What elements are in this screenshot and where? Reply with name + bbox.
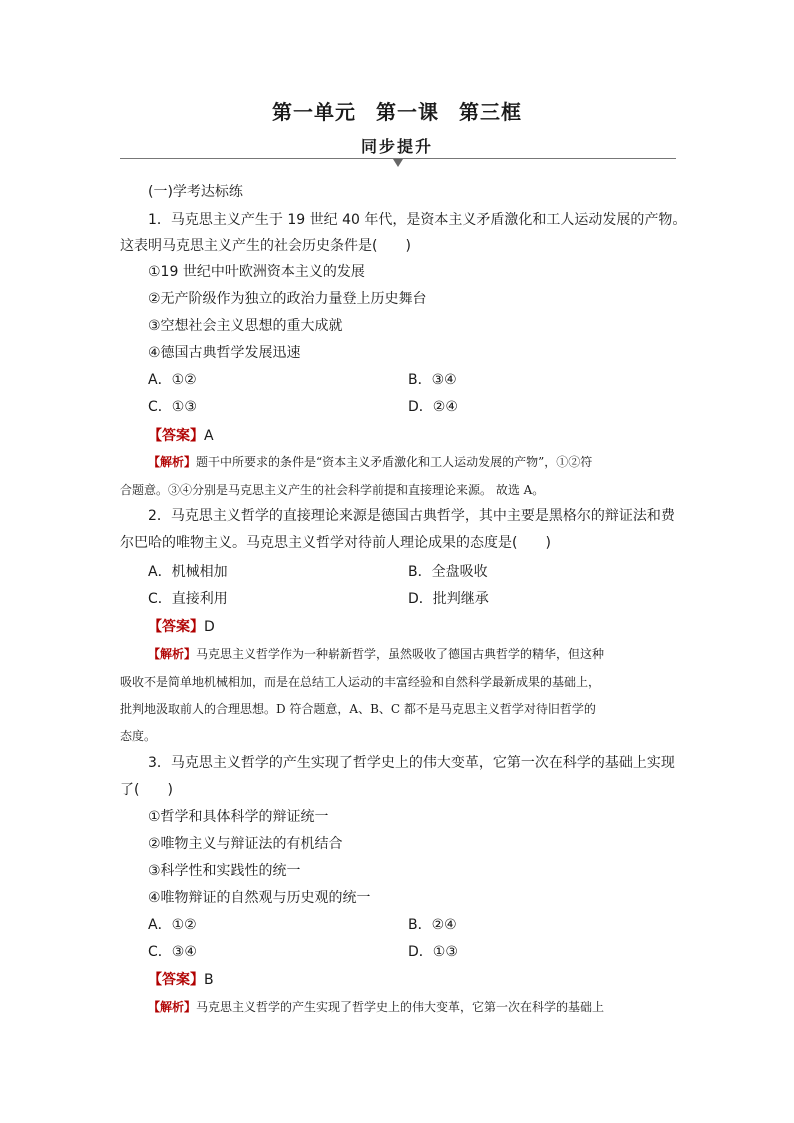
q2-explanation-line-2: 吸收不是简单地机械相加，而是在总结工人运动的丰富经验和自然科学最新成果的基础上， [120,675,601,689]
lesson-label: 第一课 [376,100,439,124]
q3-stem-line-2: 了( ) [120,782,173,798]
q1-option-d: D．②④ [408,399,458,415]
q2-answer-value: D [204,619,215,635]
q1-item-1: ①19 世纪中叶欧洲资本主义的发展 [148,264,365,280]
q3-option-a: A．①② [148,917,197,933]
q2-option-b: B．全盘吸收 [408,564,488,580]
q2-option-c: C．直接利用 [148,591,228,607]
q1-option-b: B．③④ [408,372,457,388]
q3-item-2: ②唯物主义与辩证法的有机结合 [148,836,343,852]
q1-option-a: A．①② [148,372,197,388]
q1-answer [148,426,214,446]
q3-answer [148,970,214,990]
q3-option-d: D．①③ [408,944,458,960]
answer-tag: 【答案】 [148,972,204,988]
q2-option-a: A．机械相加 [148,564,228,580]
q1-answer-value: A [204,428,214,444]
q2-answer [148,617,215,637]
q3-item-1: ①哲学和具体科学的辩证统一 [148,809,329,825]
q1-item-4: ④德国古典哲学发展迅速 [148,345,301,361]
q2-stem-line-1: 2．马克思主义哲学的直接理论来源是德国古典哲学，其中主要是黑格尔的辩证法和费 [148,508,675,524]
answer-tag: 【答案】 [148,619,204,635]
section-heading: (一)学考达标练 [148,184,243,200]
answer-tag: 【答案】 [148,428,204,444]
explanation-tag: 【解析】 [148,647,197,661]
frame-label: 第三框 [459,100,522,124]
q2-explanation-line-4: 态度。 [120,729,157,743]
q1-stem-line-2: 这表明马克思主义产生的社会历史条件是( ) [120,238,411,254]
q3-stem-line-1: 3．马克思主义哲学的产生实现了哲学史上的伟大变革，它第一次在科学的基础上实现 [148,755,675,771]
page-title [0,96,794,125]
q1-item-3: ③空想社会主义思想的重大成就 [148,318,343,334]
unit-label: 第一单元 [272,100,356,124]
q3-item-4: ④唯物辩证的自然观与历史观的统一 [148,890,371,906]
q3-answer-value: B [204,972,214,988]
explanation-tag: 【解析】 [148,1000,197,1014]
q3-item-3: ③科学性和实践性的统一 [148,863,301,879]
q2-explanation-line-3: 批判地汲取前人的合理思想。D 符合题意，A、B、C 都不是马克思主义哲学对待旧哲学的 [120,702,596,716]
q1-explanation-line-1: 【解析】题干中所要求的条件是“资本主义矛盾激化和工人运动发展的产物”，①②符 [148,455,593,469]
q3-option-b: B．②④ [408,917,457,933]
q2-explanation-line-1: 【解析】马克思主义哲学作为一种崭新哲学，虽然吸收了德国古典哲学的精华，但这种 [148,647,605,661]
q1-item-2: ②无产阶级作为独立的政治力量登上历史舞台 [148,291,427,307]
q1-option-c: C．①③ [148,399,197,415]
triangle-down-icon [393,159,403,167]
explanation-tag: 【解析】 [148,455,197,469]
q3-explanation-line-1: 【解析】马克思主义哲学的产生实现了哲学史上的伟大变革，它第一次在科学的基础上 [148,1000,605,1014]
q3-option-c: C．③④ [148,944,197,960]
page-subtitle: 同步提升 [360,137,433,156]
q2-option-d: D．批判继承 [408,591,489,607]
q1-explanation-line-2: 合题意。③④分别是马克思主义产生的社会科学前提和直接理论来源。 故选 A。 [120,483,545,497]
q1-stem-line-1: 1．马克思主义产生于 19 世纪 40 年代，是资本主义矛盾激化和工人运动发展的产物。 [148,212,687,228]
q2-stem-line-2: 尔巴哈的唯物主义。马克思主义哲学对待前人理论成果的态度是( ) [120,535,551,551]
